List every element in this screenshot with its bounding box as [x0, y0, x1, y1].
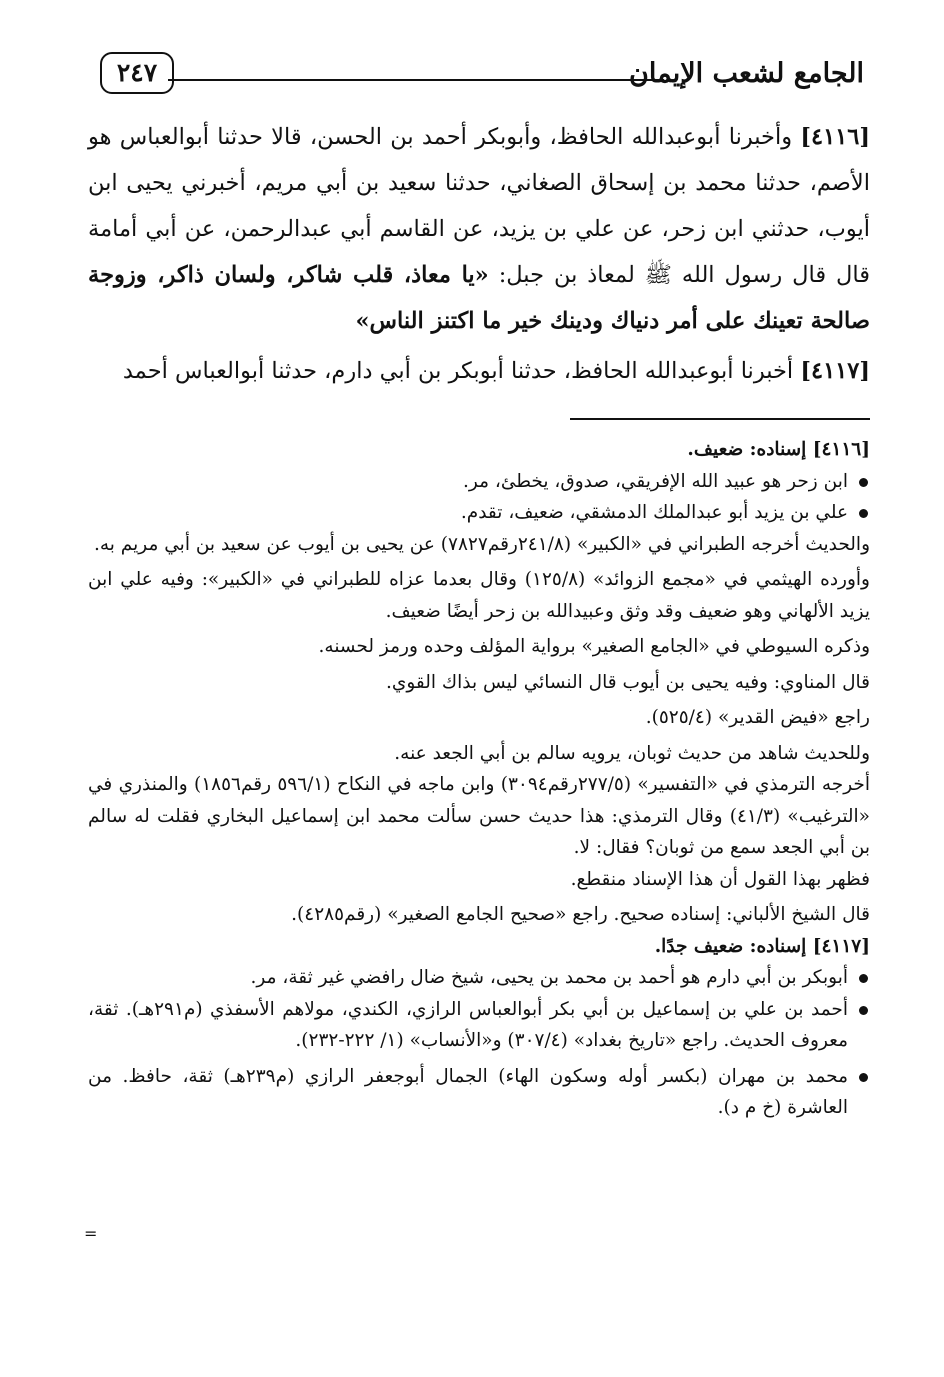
continuation-mark: =: [84, 1224, 98, 1243]
note-bullet-text: ابن زحر هو عبيد الله الإفريقي، صدوق، يخطئ، مر.: [462, 470, 848, 492]
book-title: الجامع لشعب الإيمان: [629, 58, 864, 89]
hadith-4117: [88, 348, 870, 394]
footnotes: [88, 434, 870, 1124]
book-page: [84, 46, 870, 1346]
note-paragraph: وللحديث شاهد من حديث ثوبان، يرويه سالم بن أبي الجعد عنه.: [394, 742, 870, 764]
note-bullet-text: أبوبكر بن أبي دارم هو أحمد بن محمد بن يحيى، شيخ ضال رافضي غير ثقة، مر.: [250, 967, 848, 988]
note-bullet-text: أحمد بن علي بن إسماعيل بن أبي بكر أبوالعباس الرازي، الكندي، مولاهم الأسفذي (م٢٩١هـ). ثقة، معروف الحديث. راجع «تاريخ بغداد» (٣٠٧/٤) و«الأنساب» (١/ ٢٢٢-٢٣٢).: [88, 998, 848, 1051]
note-paragraph: قال المناوي: وفيه يحيى بن أيوب قال النسائي ليس بذاك القوي.: [385, 671, 870, 693]
note-paragraph: قال الشيخ الألباني: إسناده صحيح. راجع «صحيح الجامع الصغير» (رقم٤٢٨٥).: [291, 904, 870, 925]
header-rule: [168, 79, 664, 81]
note-bullet: [88, 994, 870, 1057]
bullet-icon: [859, 1073, 868, 1082]
note-bullet: [88, 466, 870, 498]
hadith-number: [٤١١٧]: [800, 358, 870, 384]
note-bullet: [88, 962, 870, 994]
hadith-isnad: وأخبرنا أبوعبدالله الحافظ، وأبوبكر أحمد بن الحسن، قالا حدثنا أبوالعباس هو الأصم، حدثنا محمد بن إسحاق الصغاني، حدثنا سعيد بن أبي مريم، أخبرني يحيى ابن أيوب، حدثني ابن زحر، عن علي بن يزيد، عن القاسم أبي عبدالرحمن، عن أبي أمامة قال قال رسول الله ﷺ لمعاذ بن جبل:: [88, 124, 870, 288]
note-paragraph: وأورده الهيثمي في «مجمع الزوائد» (١٢٥/٨) وقال بعدما عزاه للطبراني في «الكبير»: وفيه علي ابن يزيد الألهاني وهو ضعيف وقد وثق وعبيدالله بن زحر أيضًا ضعيف.: [88, 569, 870, 622]
hadith-4116: [88, 114, 870, 344]
hadith-isnad: أخبرنا أبوعبدالله الحافظ، حدثنا أبوبكر بن أبي دارم، حدثنا أبوالعباس أحمد: [122, 358, 801, 384]
hadith-number: [٤١١٦]: [800, 124, 870, 150]
note-bullet-text: محمد بن مهران (بكسر أوله وسكون الهاء) الجمال أبوجعفر الرازي (م٢٣٩هـ) ثقة، حافظ. من العاشرة (خ م د).: [88, 1065, 848, 1118]
hadith-matn: «يا معاذ، قلب شاكر، ولسان ذاكر، وزوجة صالحة تعينك على أمر دنياك ودينك خير ما اكتنز الناس»: [88, 262, 870, 334]
note-heading-4117: [٤١١٧] إسناده: ضعيف جدًا.: [654, 935, 870, 957]
running-header: [88, 46, 870, 108]
note-paragraph: أخرجه الترمذي في «التفسير» (٢٧٧/٥رقم٣٠٩٤) وابن ماجه في النكاح (٥٩٦/١ رقم١٨٥٦) والمنذري في «الترغيب» (٤١/٣) وقال الترمذي: هذا حديث حسن سألت محمد ابن إسماعيل البخاري فقلت له سالم بن أبي الجعد سمع من ثوبان؟ فقال: لا.: [88, 774, 870, 858]
note-paragraph: والحديث أخرجه الطبراني في «الكبير» (٢٤١/٨رقم٧٨٢٧) عن يحيى بن أيوب عن سعيد بن أبي مريم به.: [93, 533, 870, 555]
note-paragraph: راجع «فيض القدير» (٥٢٥/٤).: [645, 707, 870, 728]
page-number: ٢٤٧: [100, 52, 174, 94]
note-bullet-text: علي بن يزيد أبو عبدالملك الدمشقي، ضعيف، تقدم.: [460, 502, 848, 523]
note-heading-4116: [٤١١٦] إسناده: ضعيف.: [687, 439, 870, 460]
note-paragraph: فظهر بهذا القول أن هذا الإسناد منقطع.: [570, 868, 870, 890]
note-bullet: [88, 497, 870, 529]
bullet-icon: [859, 509, 868, 518]
footnote-separator: [570, 418, 870, 420]
note-bullet: [88, 1061, 870, 1124]
main-text: [88, 114, 870, 394]
bullet-icon: [859, 974, 868, 983]
bullet-icon: [859, 478, 868, 487]
bullet-icon: [859, 1006, 868, 1015]
note-paragraph: وذكره السيوطي في «الجامع الصغير» برواية المؤلف وحده ورمز لحسنه.: [318, 636, 870, 657]
